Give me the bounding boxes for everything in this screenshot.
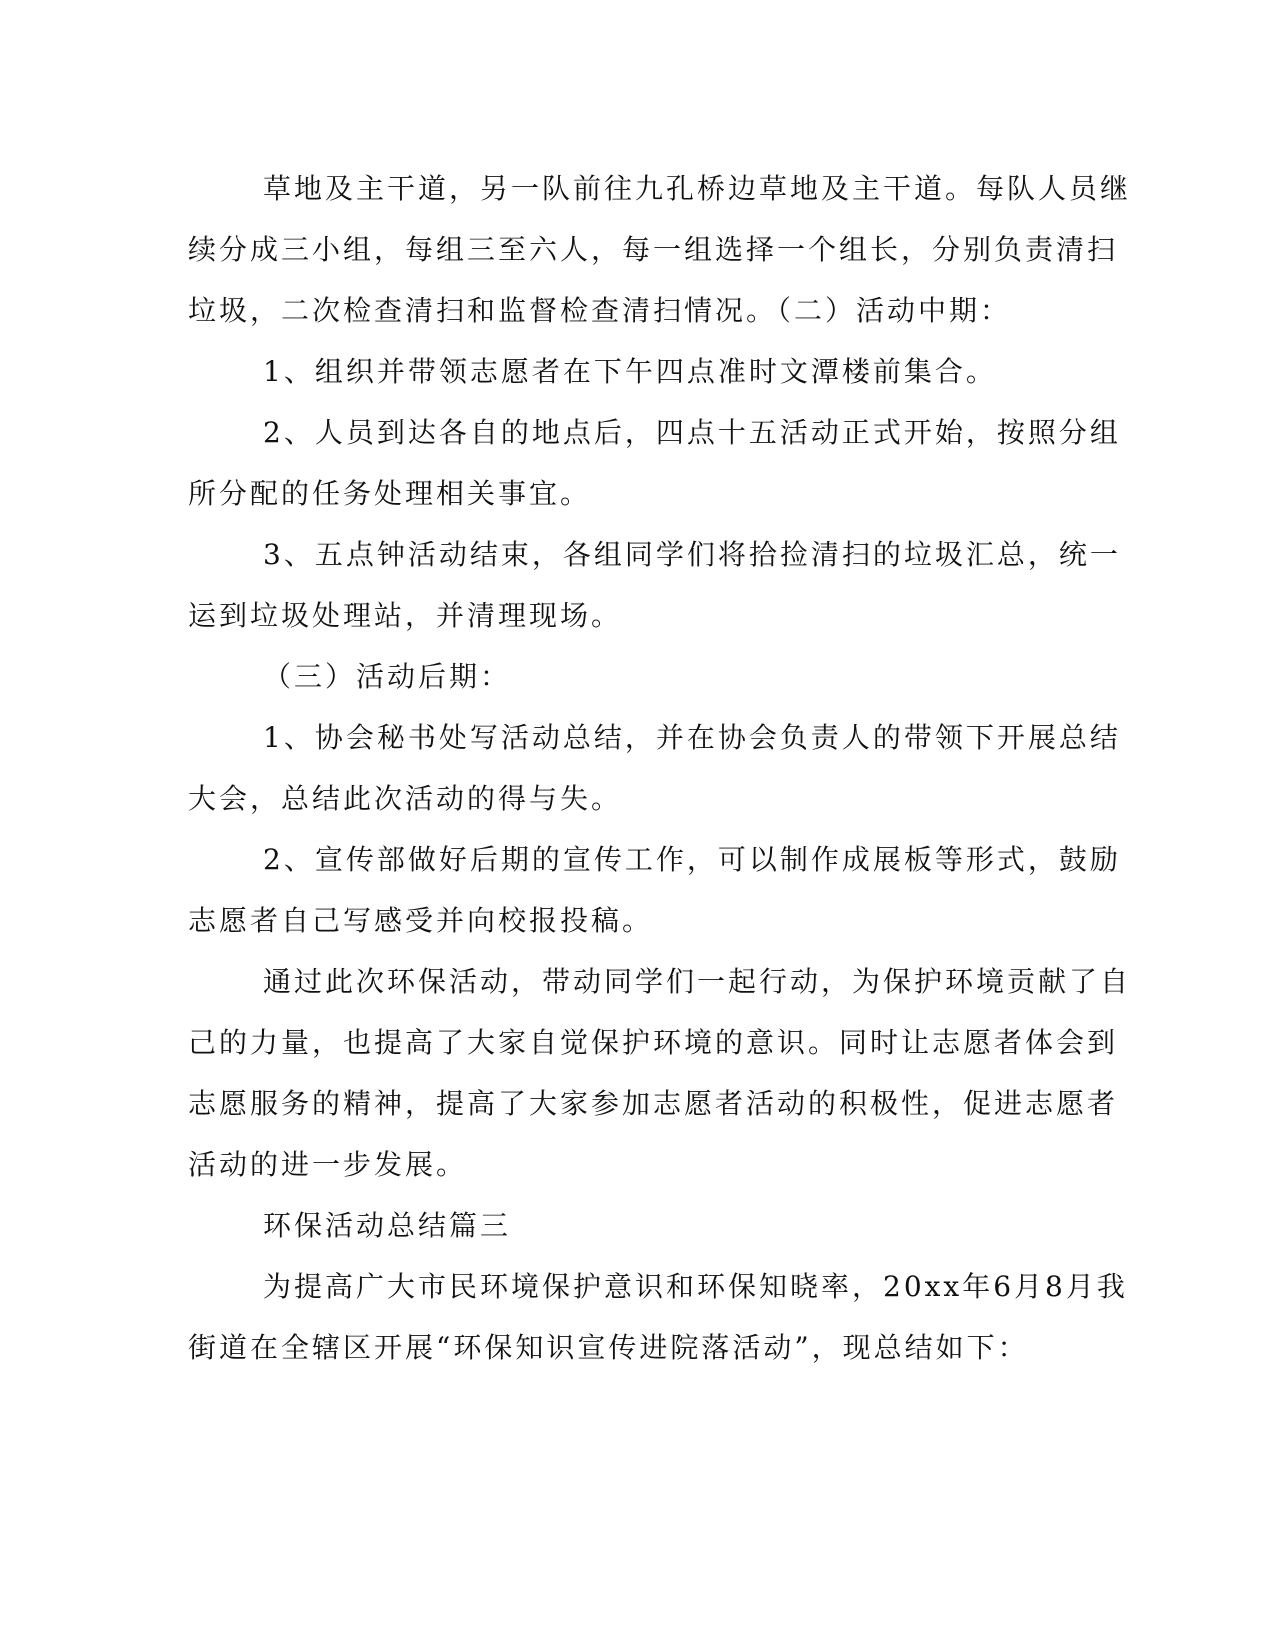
paragraph-line: 大会，总结此次活动的得与失。: [188, 782, 623, 815]
list-item-line: 2、人员到达各自的地点后，四点十五活动正式开始，按照分组: [263, 416, 1121, 449]
paragraph-line: 运到垃圾处理站，并清理现场。: [188, 599, 623, 632]
list-item-line: 2、宣传部做好后期的宣传工作，可以制作成展板等形式，鼓励: [263, 843, 1121, 876]
document-body: [188, 158, 1132, 1378]
list-item-line: 3、五点钟活动结束，各组同学们将拾捡清扫的垃圾汇总，统一: [263, 538, 1121, 571]
paragraph-line: 志愿者自己写感受并向校报投稿。: [188, 904, 654, 937]
paragraph-line: 志愿服务的精神，提高了大家参加志愿者活动的积极性，促进志愿者: [188, 1087, 1119, 1120]
paragraph-line: 通过此次环保活动，带动同学们一起行动，为保护环境贡献了自: [263, 965, 1132, 998]
paragraph-line: 续分成三小组，每组三至六人，每一组选择一个组长，分别负责清扫: [188, 233, 1119, 266]
paragraph-line: 活动的进一步发展。: [188, 1148, 468, 1181]
list-item-line: 1、组织并带领志愿者在下午四点准时文潭楼前集合。: [263, 355, 997, 388]
paragraph-line: 为提高广大市民环境保护意识和环保知晓率，20xx年6月8月我: [263, 1270, 1128, 1303]
section-title: 环保活动总结篇三: [263, 1209, 512, 1242]
paragraph-line: 己的力量，也提高了大家自觉保护环境的意识。同时让志愿者体会到: [188, 1026, 1119, 1059]
list-item-line: 1、协会秘书处写活动总结，并在协会负责人的带领下开展总结: [263, 721, 1121, 754]
paragraph-line: 垃圾，二次检查清扫和监督检查清扫情况。（二）活动中期：: [188, 294, 1012, 327]
paragraph-line: 街道在全辖区开展“环保知识宣传进院落活动”，现总结如下：: [188, 1331, 1029, 1364]
paragraph-line: 所分配的任务处理相关事宜。: [188, 477, 592, 510]
paragraph-line: 草地及主干道，另一队前往九孔桥边草地及主干道。每队人员继: [263, 172, 1132, 205]
section-heading: （三）活动后期：: [263, 660, 512, 693]
